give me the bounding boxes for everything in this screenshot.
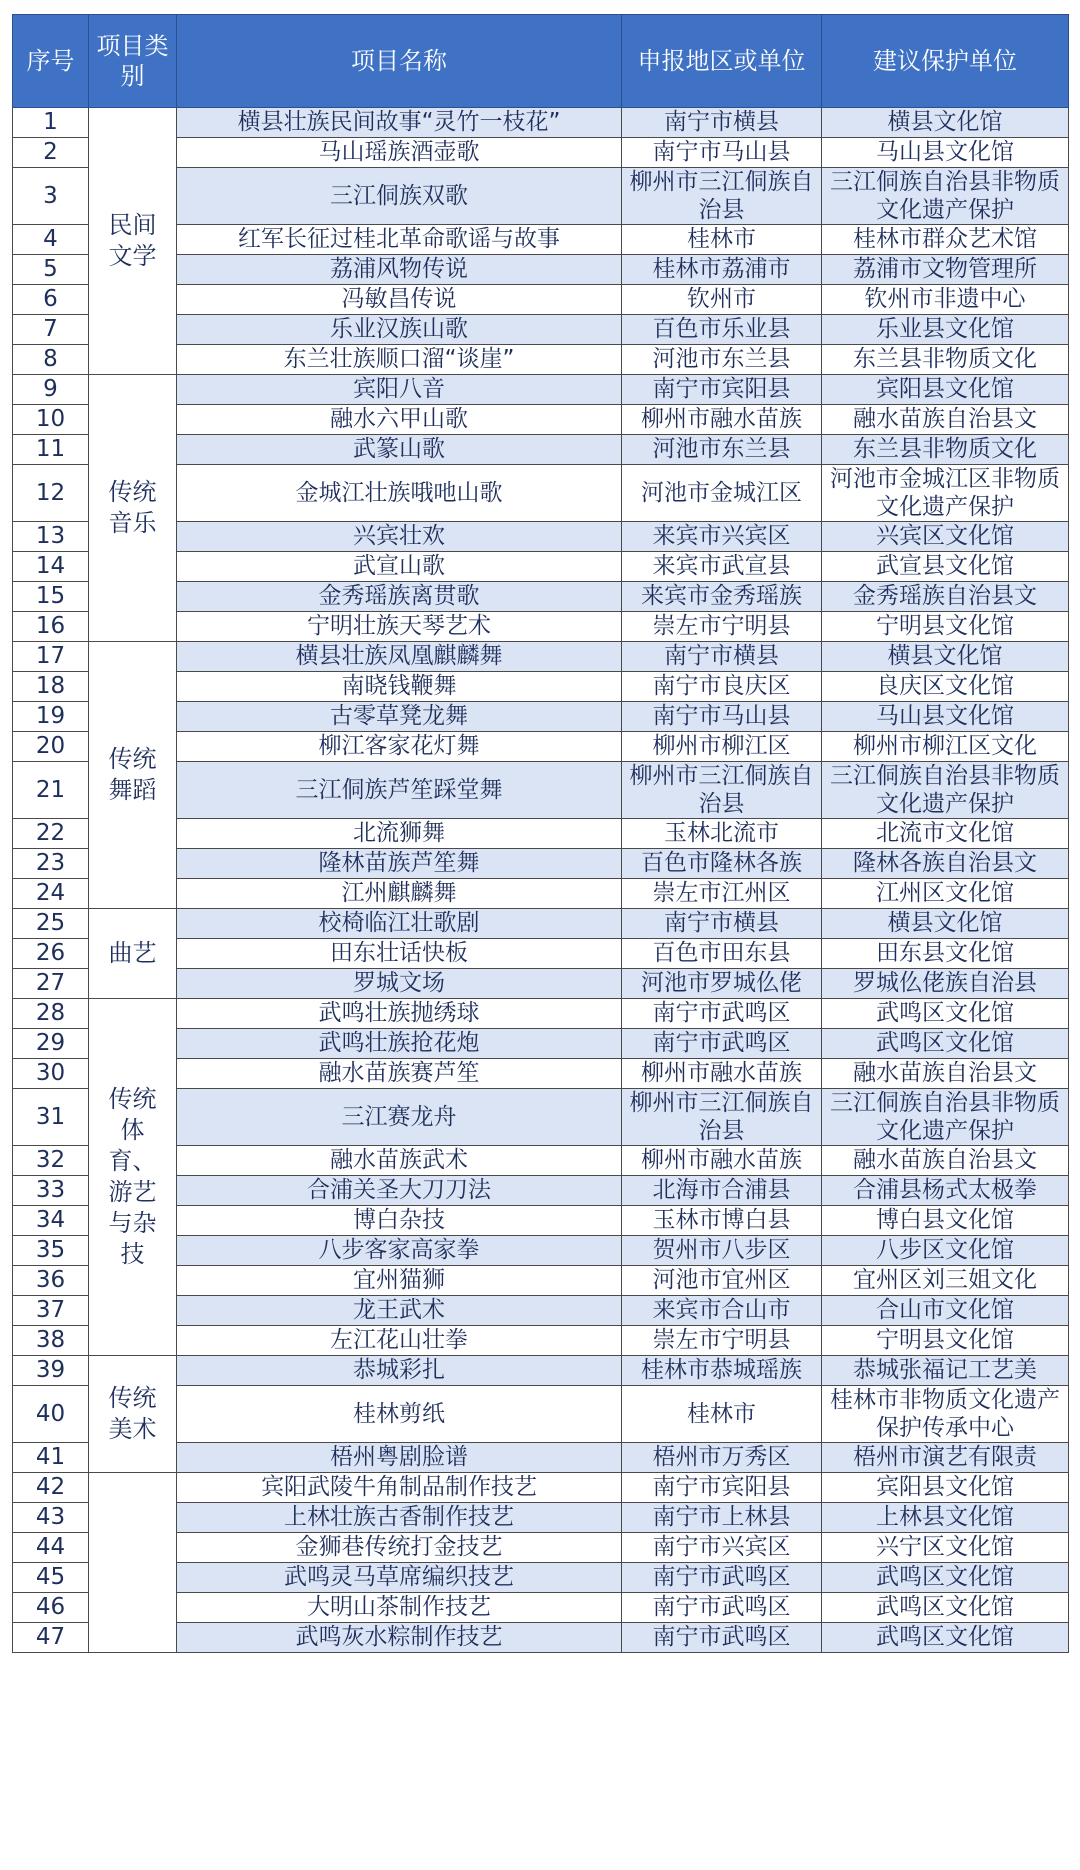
protection-unit: 宁明县文化馆 [822,1326,1069,1356]
category-cell: 曲艺 [89,909,177,999]
protection-unit: 良庆区文化馆 [822,672,1069,702]
project-name: 柳江客家花灯舞 [177,732,622,762]
protection-unit: 田东县文化馆 [822,939,1069,969]
protection-unit: 横县文化馆 [822,909,1069,939]
region-cell: 来宾市合山市 [622,1296,822,1326]
protection-unit: 融水苗族自治县文 [822,405,1069,435]
region-cell: 来宾市兴宾区 [622,522,822,552]
header-index: 序号 [13,15,89,108]
region-cell: 南宁市兴宾区 [622,1533,822,1563]
row-index: 45 [13,1563,89,1593]
project-name: 武篆山歌 [177,435,622,465]
table-row [13,642,1069,672]
region-cell: 百色市隆林各族 [622,849,822,879]
region-cell: 贺州市八步区 [622,1236,822,1266]
protection-unit: 武鸣区文化馆 [822,1563,1069,1593]
row-index: 25 [13,909,89,939]
region-cell: 南宁市良庆区 [622,672,822,702]
project-name: 三江侗族双歌 [177,168,622,225]
protection-unit: 钦州市非遗中心 [822,285,1069,315]
project-name: 兴宾壮欢 [177,522,622,552]
region-cell: 崇左市宁明县 [622,612,822,642]
region-cell: 南宁市武鸣区 [622,1593,822,1623]
project-name: 融水六甲山歌 [177,405,622,435]
project-name: 横县壮族凤凰麒麟舞 [177,642,622,672]
project-name: 龙王武术 [177,1296,622,1326]
row-index: 8 [13,345,89,375]
table-row [13,909,1069,939]
protection-unit: 马山县文化馆 [822,138,1069,168]
table-row [13,1356,1069,1386]
project-name: 冯敏昌传说 [177,285,622,315]
region-cell: 南宁市横县 [622,909,822,939]
project-name: 武鸣壮族抛绣球 [177,999,622,1029]
project-name: 大明山茶制作技艺 [177,1593,622,1623]
header-unit: 建议保护单位 [822,15,1069,108]
protection-unit: 横县文化馆 [822,108,1069,138]
row-index: 42 [13,1473,89,1503]
project-name: 桂林剪纸 [177,1386,622,1443]
region-cell: 河池市东兰县 [622,345,822,375]
region-cell: 柳州市融水苗族 [622,1146,822,1176]
project-name: 红军长征过桂北革命歌谣与故事 [177,225,622,255]
project-name: 宾阳武陵牛角制品制作技艺 [177,1473,622,1503]
region-cell: 桂林市 [622,225,822,255]
protection-unit: 宾阳县文化馆 [822,375,1069,405]
region-cell: 崇左市江州区 [622,879,822,909]
protection-unit: 兴宾区文化馆 [822,522,1069,552]
table-row [13,999,1069,1029]
row-index: 39 [13,1356,89,1386]
protection-unit: 罗城仫佬族自治县 [822,969,1069,999]
protection-unit: 桂林市非物质文化遗产保护传承中心 [822,1386,1069,1443]
region-cell: 南宁市上林县 [622,1503,822,1533]
row-index: 21 [13,762,89,819]
region-cell: 河池市金城江区 [622,465,822,522]
row-index: 6 [13,285,89,315]
project-name: 乐业汉族山歌 [177,315,622,345]
row-index: 27 [13,969,89,999]
protection-unit: 武鸣区文化馆 [822,1593,1069,1623]
header-category: 项目类别 [89,15,177,108]
protection-unit: 东兰县非物质文化 [822,345,1069,375]
region-cell: 南宁市宾阳县 [622,375,822,405]
row-index: 46 [13,1593,89,1623]
row-index: 31 [13,1089,89,1146]
protection-unit: 宁明县文化馆 [822,612,1069,642]
protection-unit: 横县文化馆 [822,642,1069,672]
category-cell [89,1473,177,1653]
table-body [13,108,1069,1653]
protection-unit: 三江侗族自治县非物质文化遗产保护 [822,168,1069,225]
project-name: 隆林苗族芦笙舞 [177,849,622,879]
protection-unit: 融水苗族自治县文 [822,1059,1069,1089]
project-name: 三江赛龙舟 [177,1089,622,1146]
protection-unit: 武鸣区文化馆 [822,999,1069,1029]
project-name: 宾阳八音 [177,375,622,405]
region-cell: 来宾市武宣县 [622,552,822,582]
row-index: 13 [13,522,89,552]
project-name: 宁明壮族天琴艺术 [177,612,622,642]
region-cell: 柳州市融水苗族 [622,405,822,435]
project-name: 金狮巷传统打金技艺 [177,1533,622,1563]
protection-unit: 上林县文化馆 [822,1503,1069,1533]
row-index: 17 [13,642,89,672]
header-name: 项目名称 [177,15,622,108]
protection-unit: 河池市金城江区非物质文化遗产保护 [822,465,1069,522]
project-name: 武鸣壮族抢花炮 [177,1029,622,1059]
project-name: 马山瑶族酒壶歌 [177,138,622,168]
region-cell: 南宁市宾阳县 [622,1473,822,1503]
region-cell: 北海市合浦县 [622,1176,822,1206]
protection-unit: 八步区文化馆 [822,1236,1069,1266]
protection-unit: 宾阳县文化馆 [822,1473,1069,1503]
region-cell: 河池市罗城仫佬 [622,969,822,999]
row-index: 3 [13,168,89,225]
row-index: 5 [13,255,89,285]
row-index: 26 [13,939,89,969]
region-cell: 玉林市博白县 [622,1206,822,1236]
protection-unit: 北流市文化馆 [822,819,1069,849]
table-row [13,1473,1069,1503]
row-index: 1 [13,108,89,138]
row-index: 11 [13,435,89,465]
protection-unit: 宜州区刘三姐文化 [822,1266,1069,1296]
project-name: 北流狮舞 [177,819,622,849]
project-name: 南晓钱鞭舞 [177,672,622,702]
row-index: 2 [13,138,89,168]
protection-unit: 柳州市柳江区文化 [822,732,1069,762]
region-cell: 南宁市横县 [622,642,822,672]
category-cell: 传统体育、游艺与杂技 [89,999,177,1356]
protection-unit: 东兰县非物质文化 [822,435,1069,465]
project-name: 金秀瑶族离贯歌 [177,582,622,612]
row-index: 41 [13,1443,89,1473]
region-cell: 钦州市 [622,285,822,315]
protection-unit: 梧州市演艺有限责 [822,1443,1069,1473]
protection-unit: 合山市文化馆 [822,1296,1069,1326]
region-cell: 南宁市马山县 [622,702,822,732]
row-index: 7 [13,315,89,345]
protection-unit: 博白县文化馆 [822,1206,1069,1236]
protection-unit: 合浦县杨式太极拳 [822,1176,1069,1206]
region-cell: 玉林北流市 [622,819,822,849]
row-index: 40 [13,1386,89,1443]
row-index: 14 [13,552,89,582]
category-cell: 民间文学 [89,108,177,375]
row-index: 34 [13,1206,89,1236]
region-cell: 梧州市万秀区 [622,1443,822,1473]
table-row [13,108,1069,138]
protection-unit: 隆林各族自治县文 [822,849,1069,879]
region-cell: 柳州市融水苗族 [622,1059,822,1089]
region-cell: 崇左市宁明县 [622,1326,822,1356]
row-index: 33 [13,1176,89,1206]
row-index: 43 [13,1503,89,1533]
protection-unit: 乐业县文化馆 [822,315,1069,345]
row-index: 38 [13,1326,89,1356]
project-name: 金城江壮族哦吔山歌 [177,465,622,522]
project-name: 左江花山壮拳 [177,1326,622,1356]
project-name: 八步客家高家拳 [177,1236,622,1266]
region-cell: 河池市宜州区 [622,1266,822,1296]
protection-unit: 恭城张福记工艺美 [822,1356,1069,1386]
protection-unit: 融水苗族自治县文 [822,1146,1069,1176]
row-index: 32 [13,1146,89,1176]
category-cell: 传统舞蹈 [89,642,177,909]
row-index: 35 [13,1236,89,1266]
project-name: 武鸣灵马草席编织技艺 [177,1563,622,1593]
project-name: 合浦关圣大刀刀法 [177,1176,622,1206]
table-header [13,15,1069,108]
row-index: 22 [13,819,89,849]
protection-unit: 荔浦市文物管理所 [822,255,1069,285]
row-index: 23 [13,849,89,879]
protection-unit: 武宣县文化馆 [822,552,1069,582]
row-index: 44 [13,1533,89,1563]
heritage-project-table [12,14,1069,1653]
protection-unit: 武鸣区文化馆 [822,1623,1069,1653]
region-cell: 桂林市荔浦市 [622,255,822,285]
category-cell: 传统美术 [89,1356,177,1473]
protection-unit: 金秀瑶族自治县文 [822,582,1069,612]
row-index: 30 [13,1059,89,1089]
project-name: 江州麒麟舞 [177,879,622,909]
project-name: 梧州粤剧脸谱 [177,1443,622,1473]
protection-unit: 马山县文化馆 [822,702,1069,732]
table-row [13,375,1069,405]
heritage-table-wrapper [12,14,1068,1653]
region-cell: 柳州市三江侗族自治县 [622,168,822,225]
project-name: 融水苗族武术 [177,1146,622,1176]
region-cell: 来宾市金秀瑶族 [622,582,822,612]
protection-unit: 兴宁区文化馆 [822,1533,1069,1563]
row-index: 24 [13,879,89,909]
region-cell: 河池市东兰县 [622,435,822,465]
header-region: 申报地区或单位 [622,15,822,108]
row-index: 10 [13,405,89,435]
project-name: 三江侗族芦笙踩堂舞 [177,762,622,819]
row-index: 36 [13,1266,89,1296]
category-cell: 传统音乐 [89,375,177,642]
protection-unit: 武鸣区文化馆 [822,1029,1069,1059]
project-name: 东兰壮族顺口溜“谈崖” [177,345,622,375]
region-cell: 柳州市三江侗族自治县 [622,762,822,819]
row-index: 12 [13,465,89,522]
row-index: 29 [13,1029,89,1059]
row-index: 18 [13,672,89,702]
project-name: 荔浦风物传说 [177,255,622,285]
region-cell: 柳州市三江侗族自治县 [622,1089,822,1146]
row-index: 47 [13,1623,89,1653]
project-name: 恭城彩扎 [177,1356,622,1386]
protection-unit: 桂林市群众艺术馆 [822,225,1069,255]
protection-unit: 三江侗族自治县非物质文化遗产保护 [822,762,1069,819]
protection-unit: 三江侗族自治县非物质文化遗产保护 [822,1089,1069,1146]
project-name: 融水苗族赛芦笙 [177,1059,622,1089]
project-name: 罗城文场 [177,969,622,999]
row-index: 16 [13,612,89,642]
project-name: 武宣山歌 [177,552,622,582]
row-index: 20 [13,732,89,762]
project-name: 校椅临江壮歌剧 [177,909,622,939]
region-cell: 南宁市武鸣区 [622,1563,822,1593]
region-cell: 南宁市武鸣区 [622,1623,822,1653]
region-cell: 百色市乐业县 [622,315,822,345]
project-name: 武鸣灰水粽制作技艺 [177,1623,622,1653]
region-cell: 桂林市 [622,1386,822,1443]
project-name: 横县壮族民间故事“灵竹一枝花” [177,108,622,138]
region-cell: 南宁市武鸣区 [622,1029,822,1059]
project-name: 古零草凳龙舞 [177,702,622,732]
row-index: 19 [13,702,89,732]
project-name: 田东壮话快板 [177,939,622,969]
row-index: 37 [13,1296,89,1326]
protection-unit: 江州区文化馆 [822,879,1069,909]
region-cell: 桂林市恭城瑶族 [622,1356,822,1386]
region-cell: 南宁市马山县 [622,138,822,168]
region-cell: 百色市田东县 [622,939,822,969]
project-name: 宜州猫狮 [177,1266,622,1296]
row-index: 15 [13,582,89,612]
project-name: 博白杂技 [177,1206,622,1236]
region-cell: 柳州市柳江区 [622,732,822,762]
region-cell: 南宁市武鸣区 [622,999,822,1029]
row-index: 9 [13,375,89,405]
region-cell: 南宁市横县 [622,108,822,138]
row-index: 4 [13,225,89,255]
project-name: 上林壮族古香制作技艺 [177,1503,622,1533]
row-index: 28 [13,999,89,1029]
